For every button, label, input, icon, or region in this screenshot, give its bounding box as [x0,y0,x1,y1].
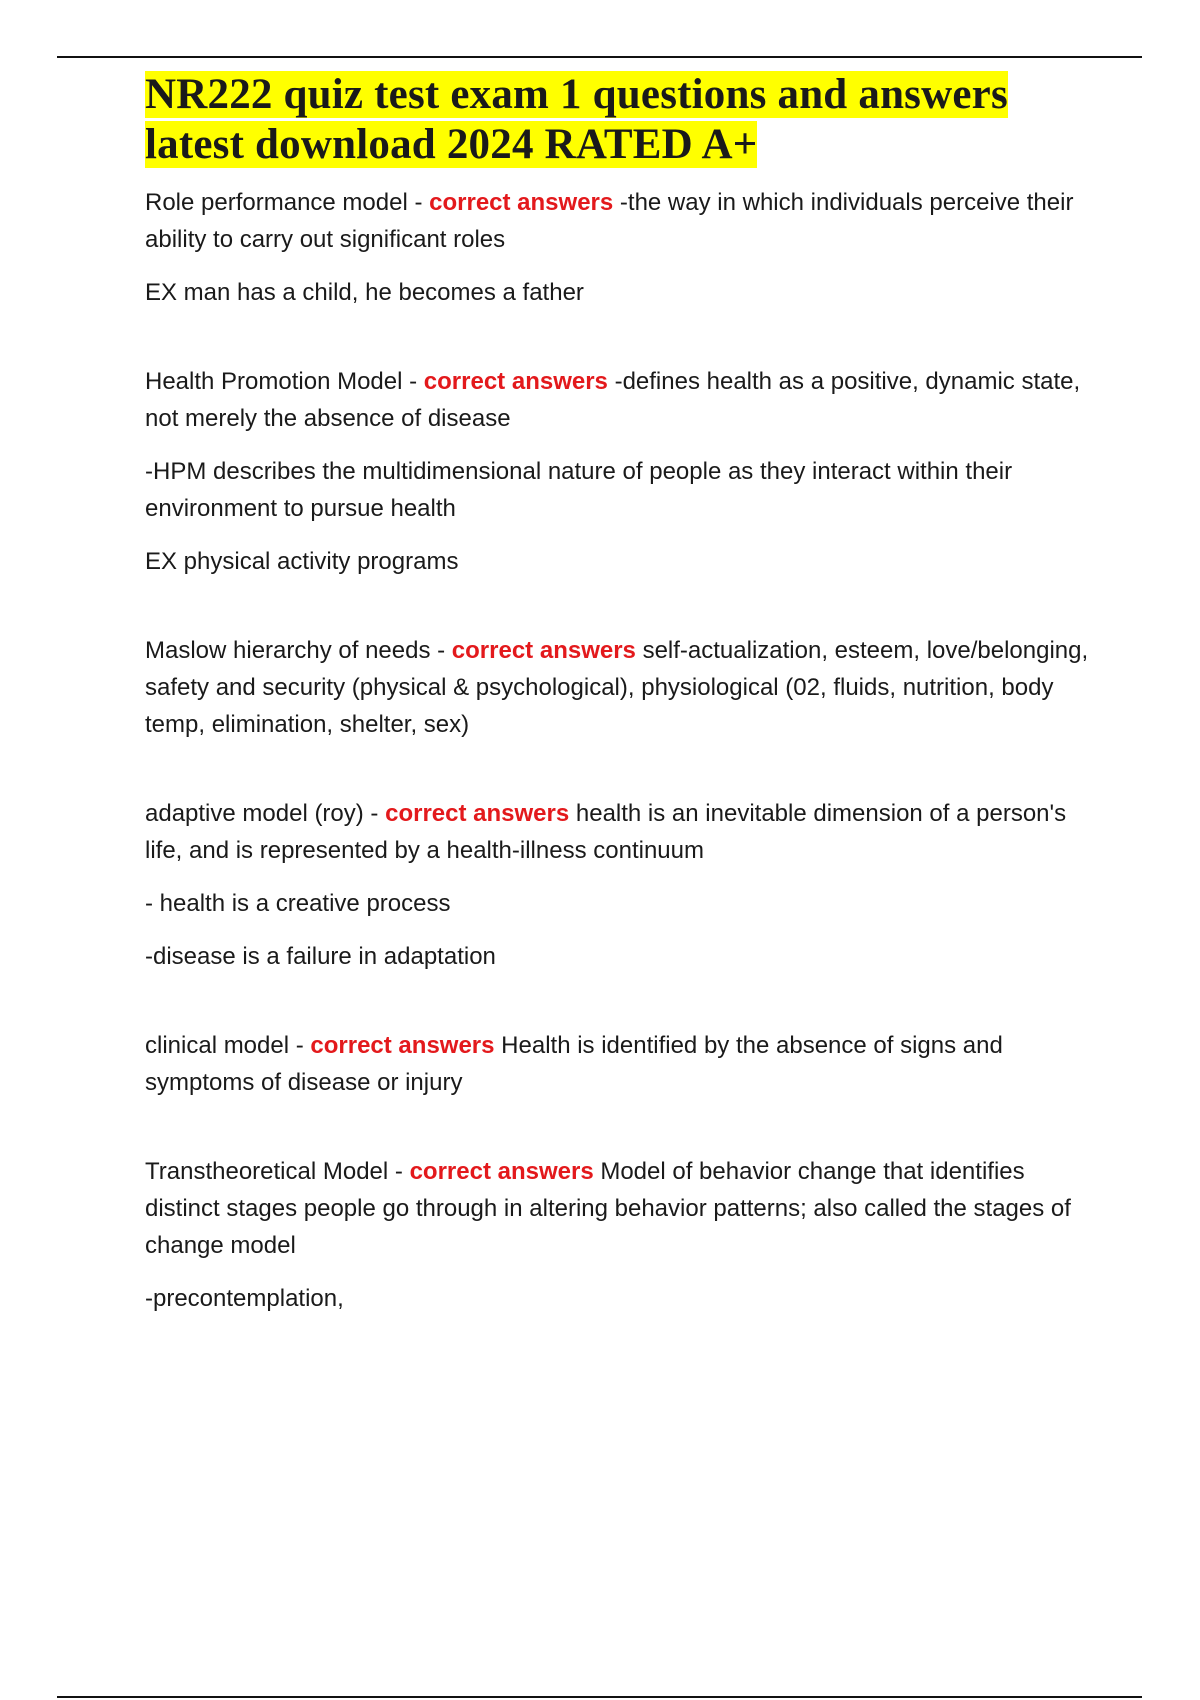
entry-main [145,1153,1090,1264]
entry-definition: self-actualization, esteem, love/belonging, safety and security (physical & psychological), physiological (02, fluids, nutrition, body temp, elimination, shelter, sex) [145,637,1089,738]
entry-term: Role performance model - [145,189,430,216]
entry-main [145,632,1090,743]
entry-main [145,363,1090,437]
entry-definition: -the way in which individuals perceive their ability to carry out significant roles [145,189,1074,253]
entry-note: EX man has a child, he becomes a father [145,279,584,306]
entry-definition: -defines health as a positive, dynamic state, not merely the absence of disease [145,368,1081,432]
entry-transtheoretical [145,1153,1090,1317]
entry-health-promotion [145,363,1090,580]
correct-answers-marker: correct answers [429,189,614,216]
entry-term: clinical model - [145,1032,311,1059]
entry-definition: Model of behavior change that identifies distinct stages people go through in altering behavior patterns; also called the stages of change model [145,1158,1071,1259]
correct-answers-marker: correct answers [310,1032,495,1059]
entry-term: adaptive model (roy) - [145,800,386,827]
entry-main [145,1027,1090,1101]
entry-adaptive-model [145,795,1090,975]
correct-answers-marker: correct answers [451,637,636,664]
document-title [145,70,1090,170]
entry-note: -precontemplation, [145,1285,344,1312]
entry-term: Maslow hierarchy of needs - [145,637,452,664]
entry-note: -disease is a failure in adaptation [145,943,496,970]
entry-note: - health is a creative process [145,890,451,917]
entry-note: -HPM describes the multidimensional nature of people as they interact within their environment to pursue health [145,458,1013,522]
bottom-rule [57,1696,1142,1698]
correct-answers-marker: correct answers [423,368,608,395]
entry-term: Health Promotion Model - [145,368,424,395]
entry-maslow [145,632,1090,743]
correct-answers-marker: correct answers [409,1158,594,1185]
entry-clinical-model [145,1027,1090,1101]
entry-main [145,795,1090,869]
document-body [145,70,1090,1369]
entry-definition: Health is identified by the absence of signs and symptoms of disease or injury [145,1032,1003,1096]
correct-answers-marker: correct answers [385,800,570,827]
top-rule [57,56,1142,58]
entry-term: Transtheoretical Model - [145,1158,410,1185]
entry-role-performance [145,184,1090,311]
entry-note: EX physical activity programs [145,548,459,575]
entry-definition: health is an inevitable dimension of a person's life, and is represented by a health-illness continuum [145,800,1067,864]
entry-main [145,184,1090,258]
document-title-text: NR222 quiz test exam 1 questions and answers latest download 2024 RATED A+ [145,71,1008,168]
